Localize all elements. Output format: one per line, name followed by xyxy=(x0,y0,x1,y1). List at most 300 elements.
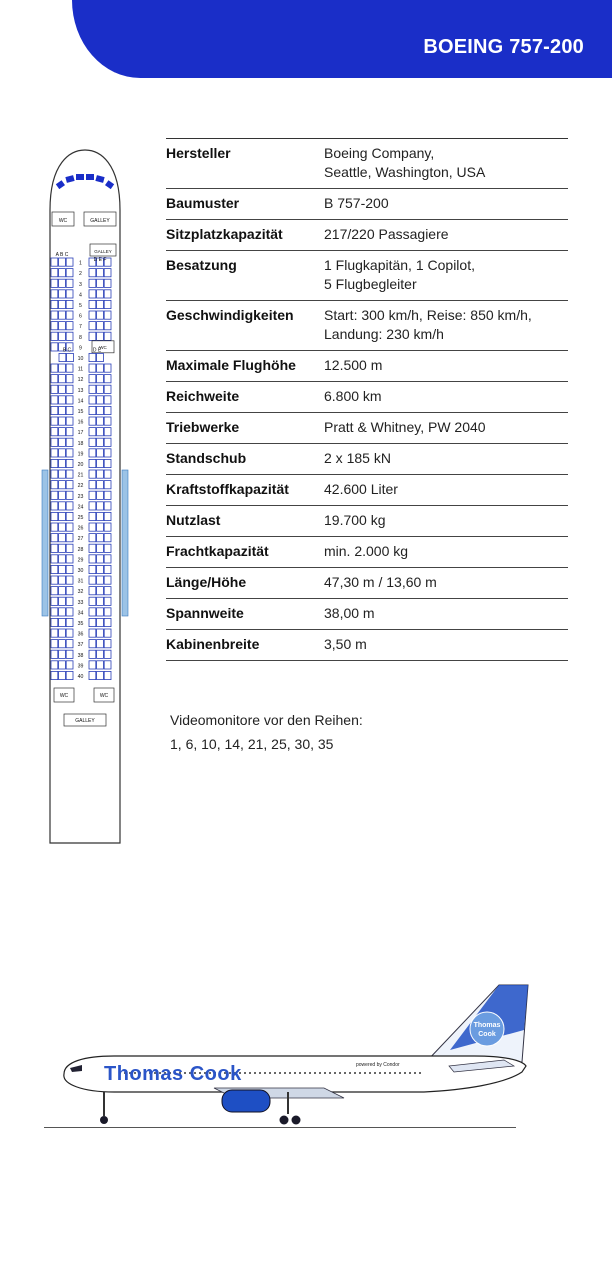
seat[interactable] xyxy=(59,523,66,531)
seat[interactable] xyxy=(59,671,66,679)
seat[interactable] xyxy=(59,481,66,489)
seat[interactable] xyxy=(97,449,104,457)
seat-row xyxy=(51,629,111,638)
seat[interactable] xyxy=(97,428,104,436)
video-monitors-note xyxy=(170,708,363,756)
seat[interactable] xyxy=(59,629,66,637)
seat[interactable] xyxy=(89,300,96,308)
seat[interactable] xyxy=(66,565,73,573)
seat[interactable] xyxy=(66,300,73,308)
seat-row xyxy=(51,290,111,299)
seat[interactable] xyxy=(51,375,58,383)
seat[interactable] xyxy=(89,555,96,563)
seat[interactable] xyxy=(51,385,58,393)
seat[interactable] xyxy=(104,428,111,436)
seat[interactable] xyxy=(97,502,104,510)
tail-logo xyxy=(470,1012,504,1046)
seat[interactable] xyxy=(66,650,73,658)
seat[interactable] xyxy=(51,470,58,478)
seat[interactable] xyxy=(59,459,66,467)
seat-row xyxy=(51,491,111,500)
seat[interactable] xyxy=(66,576,73,584)
seat[interactable] xyxy=(51,618,58,626)
seat[interactable] xyxy=(66,375,73,383)
seat[interactable] xyxy=(59,650,66,658)
seat[interactable] xyxy=(97,300,104,308)
seat[interactable] xyxy=(89,353,96,361)
seat[interactable] xyxy=(97,555,104,563)
seat[interactable] xyxy=(89,311,96,319)
tail-brand-line2: Cook xyxy=(478,1031,496,1038)
seat[interactable] xyxy=(59,502,66,510)
seat[interactable] xyxy=(89,396,96,404)
seat[interactable] xyxy=(51,332,58,340)
seat[interactable] xyxy=(89,428,96,436)
spec-key: Kraftstoffkapazität xyxy=(166,481,289,497)
seat[interactable] xyxy=(67,353,74,361)
seat[interactable] xyxy=(104,481,111,489)
seat[interactable] xyxy=(97,640,104,648)
seat[interactable] xyxy=(97,597,104,605)
seat[interactable] xyxy=(66,311,73,319)
seat-row xyxy=(51,640,111,649)
seat[interactable] xyxy=(89,279,96,287)
seat[interactable] xyxy=(104,587,111,595)
seat-map xyxy=(40,148,130,848)
spec-row xyxy=(166,350,568,381)
seat[interactable] xyxy=(104,375,111,383)
seat[interactable] xyxy=(59,396,66,404)
seat[interactable] xyxy=(66,597,73,605)
seat[interactable] xyxy=(51,650,58,658)
seat[interactable] xyxy=(89,544,96,552)
seat[interactable] xyxy=(51,311,58,319)
wc-label: WC xyxy=(58,218,68,224)
seat[interactable] xyxy=(66,534,73,542)
seat[interactable] xyxy=(66,608,73,616)
row-number: 37 xyxy=(77,642,84,649)
seat[interactable] xyxy=(51,565,58,573)
seat[interactable] xyxy=(59,640,66,648)
seat[interactable] xyxy=(51,343,58,351)
seat[interactable] xyxy=(66,364,73,372)
seat[interactable] xyxy=(59,661,66,669)
seat[interactable] xyxy=(97,491,104,499)
row-number: 25 xyxy=(77,515,84,521)
seat[interactable] xyxy=(89,565,96,573)
wc-label: WC xyxy=(59,693,69,699)
seat[interactable] xyxy=(89,597,96,605)
seat-row xyxy=(51,470,111,479)
seat-letters: D E F xyxy=(93,257,107,263)
seat[interactable] xyxy=(97,322,104,330)
row-number: 3 xyxy=(79,281,82,288)
seat[interactable] xyxy=(51,279,58,287)
spec-row xyxy=(166,567,568,598)
seat[interactable] xyxy=(97,396,104,404)
seat[interactable] xyxy=(104,608,111,616)
seat[interactable] xyxy=(97,512,104,520)
seat[interactable] xyxy=(104,640,111,648)
seat[interactable] xyxy=(59,332,66,340)
seat[interactable] xyxy=(66,555,73,563)
seat[interactable] xyxy=(59,470,66,478)
seat[interactable] xyxy=(89,406,96,414)
seat[interactable] xyxy=(104,629,111,637)
seat[interactable] xyxy=(104,523,111,531)
seat[interactable] xyxy=(89,650,96,658)
seat[interactable] xyxy=(66,544,73,552)
seat[interactable] xyxy=(66,470,73,478)
seat[interactable] xyxy=(59,555,66,563)
seat[interactable] xyxy=(104,459,111,467)
seat[interactable] xyxy=(51,322,58,330)
seat[interactable] xyxy=(104,470,111,478)
spec-key: Kabinenbreite xyxy=(166,636,260,652)
seat[interactable] xyxy=(59,565,66,573)
seat[interactable] xyxy=(59,375,66,383)
seat[interactable] xyxy=(97,353,104,361)
seat[interactable] xyxy=(66,491,73,499)
spec-value: 12.500 m xyxy=(324,357,383,373)
row-number: 32 xyxy=(77,589,84,596)
main-wheel-2 xyxy=(292,1116,301,1125)
seat[interactable] xyxy=(89,438,96,446)
seat[interactable] xyxy=(89,618,96,626)
seat[interactable] xyxy=(59,534,66,542)
seat[interactable] xyxy=(104,332,111,340)
row-number: 40 xyxy=(77,674,84,680)
seat[interactable] xyxy=(51,671,58,679)
seat[interactable] xyxy=(104,438,111,446)
row-number: 11 xyxy=(77,366,84,373)
seat[interactable] xyxy=(59,597,66,605)
seat-row xyxy=(51,544,111,553)
seat[interactable] xyxy=(97,534,104,542)
seat[interactable] xyxy=(66,512,73,520)
seat[interactable] xyxy=(89,608,96,616)
seat[interactable] xyxy=(66,258,73,266)
seat[interactable] xyxy=(59,385,66,393)
seat[interactable] xyxy=(104,502,111,510)
seat[interactable] xyxy=(104,322,111,330)
seat[interactable] xyxy=(97,608,104,616)
row-number: 9 xyxy=(79,345,82,352)
spec-value: 19.700 kg xyxy=(324,512,386,528)
seat[interactable] xyxy=(66,406,73,414)
seat[interactable] xyxy=(97,417,104,425)
seat[interactable] xyxy=(51,512,58,520)
seat[interactable] xyxy=(51,502,58,510)
seat-row xyxy=(51,523,111,532)
seat[interactable] xyxy=(104,597,111,605)
seat[interactable] xyxy=(104,661,111,669)
seat[interactable] xyxy=(59,364,66,372)
spec-value: Start: 300 km/h, Reise: 850 km/h, Landung: 230 km/h xyxy=(324,307,532,342)
spec-key: Maximale Flughöhe xyxy=(166,357,296,373)
seat[interactable] xyxy=(89,576,96,584)
seat[interactable] xyxy=(104,565,111,573)
seat[interactable] xyxy=(89,534,96,542)
seat[interactable] xyxy=(89,459,96,467)
seat[interactable] xyxy=(89,269,96,277)
seat-row xyxy=(51,364,111,373)
spec-value: 3,50 m xyxy=(324,636,367,652)
seat[interactable] xyxy=(59,576,66,584)
seat[interactable] xyxy=(66,459,73,467)
seat[interactable] xyxy=(66,417,73,425)
seat[interactable] xyxy=(104,311,111,319)
seat[interactable] xyxy=(97,481,104,489)
seat-row xyxy=(51,481,111,490)
seat[interactable] xyxy=(51,269,58,277)
seat-letters: B C xyxy=(62,347,72,354)
spec-key: Nutzlast xyxy=(166,512,221,528)
seat[interactable] xyxy=(51,491,58,499)
seat[interactable] xyxy=(66,523,73,531)
seat[interactable] xyxy=(66,279,73,287)
seat[interactable] xyxy=(51,629,58,637)
seat[interactable] xyxy=(104,406,111,414)
seat[interactable] xyxy=(59,279,66,287)
seat[interactable] xyxy=(66,438,73,446)
seat[interactable] xyxy=(59,438,66,446)
seat[interactable] xyxy=(59,608,66,616)
seat[interactable] xyxy=(59,300,66,308)
seat[interactable] xyxy=(97,565,104,573)
seat[interactable] xyxy=(89,512,96,520)
seat[interactable] xyxy=(66,332,73,340)
seat[interactable] xyxy=(51,406,58,414)
seat[interactable] xyxy=(59,618,66,626)
seat[interactable] xyxy=(97,650,104,658)
seat[interactable] xyxy=(97,406,104,414)
seat[interactable] xyxy=(97,544,104,552)
spec-key: Besatzung xyxy=(166,257,237,273)
seat[interactable] xyxy=(51,587,58,595)
seat[interactable] xyxy=(66,640,73,648)
seat-row xyxy=(59,353,103,362)
seat[interactable] xyxy=(97,279,104,287)
spec-row xyxy=(166,300,568,350)
seat[interactable] xyxy=(66,618,73,626)
row-number: 39 xyxy=(77,663,84,670)
seat[interactable] xyxy=(89,470,96,478)
seat[interactable] xyxy=(51,300,58,308)
seat[interactable] xyxy=(51,608,58,616)
spec-value: 47,30 m / 13,60 m xyxy=(324,574,437,590)
seat[interactable] xyxy=(66,290,73,298)
seat[interactable] xyxy=(59,406,66,414)
seat[interactable] xyxy=(51,428,58,436)
seat[interactable] xyxy=(66,396,73,404)
seat[interactable] xyxy=(89,417,96,425)
seat[interactable] xyxy=(66,269,73,277)
row-number: 14 xyxy=(77,398,84,405)
seat[interactable] xyxy=(59,353,66,361)
seat[interactable] xyxy=(89,491,96,499)
seat[interactable] xyxy=(89,671,96,679)
seat[interactable] xyxy=(89,385,96,393)
row-number: 29 xyxy=(77,557,84,564)
seat-row xyxy=(51,661,111,670)
seat[interactable] xyxy=(89,364,96,372)
seat[interactable] xyxy=(66,481,73,489)
seat[interactable] xyxy=(66,629,73,637)
seat[interactable] xyxy=(59,290,66,298)
seat[interactable] xyxy=(97,661,104,669)
seat[interactable] xyxy=(51,438,58,446)
powered-by-label: powered by Condor xyxy=(356,1062,400,1068)
seat[interactable] xyxy=(104,491,111,499)
seat[interactable] xyxy=(104,385,111,393)
seat[interactable] xyxy=(89,375,96,383)
seat[interactable] xyxy=(89,332,96,340)
seat[interactable] xyxy=(97,311,104,319)
seat[interactable] xyxy=(51,640,58,648)
spec-value: min. 2.000 kg xyxy=(324,543,409,559)
seat[interactable] xyxy=(104,396,111,404)
seat-row xyxy=(51,650,111,659)
seat[interactable] xyxy=(59,512,66,520)
seat[interactable] xyxy=(59,258,66,266)
seat[interactable] xyxy=(51,544,58,552)
seat[interactable] xyxy=(97,470,104,478)
seat[interactable] xyxy=(59,544,66,552)
seat[interactable] xyxy=(104,576,111,584)
seat-letters: D E xyxy=(92,347,102,354)
seat[interactable] xyxy=(104,555,111,563)
wing-right xyxy=(122,470,128,616)
spec-value: 42.600 Liter xyxy=(324,481,398,497)
wing-left xyxy=(42,470,48,616)
seat[interactable] xyxy=(66,671,73,679)
seat[interactable] xyxy=(51,481,58,489)
row-number: 17 xyxy=(77,430,84,437)
seat[interactable] xyxy=(97,438,104,446)
seat[interactable] xyxy=(97,576,104,584)
seat[interactable] xyxy=(89,449,96,457)
seat[interactable] xyxy=(89,290,96,298)
seat[interactable] xyxy=(51,364,58,372)
seat[interactable] xyxy=(97,269,104,277)
seat-row xyxy=(51,576,111,585)
seat[interactable] xyxy=(59,322,66,330)
seat[interactable] xyxy=(89,502,96,510)
seat[interactable] xyxy=(89,481,96,489)
galley-label: GALLEY xyxy=(75,718,95,724)
seat[interactable] xyxy=(104,449,111,457)
seat[interactable] xyxy=(66,587,73,595)
seat[interactable] xyxy=(59,311,66,319)
seat[interactable] xyxy=(89,629,96,637)
seat[interactable] xyxy=(51,417,58,425)
seat[interactable] xyxy=(59,587,66,595)
seat[interactable] xyxy=(89,523,96,531)
seat[interactable] xyxy=(59,449,66,457)
spec-key: Hersteller xyxy=(166,145,231,161)
seat[interactable] xyxy=(51,449,58,457)
seat[interactable] xyxy=(51,576,58,584)
seat-row xyxy=(51,597,111,606)
seat[interactable] xyxy=(104,671,111,679)
seat[interactable] xyxy=(59,269,66,277)
seat[interactable] xyxy=(97,629,104,637)
seat[interactable] xyxy=(104,534,111,542)
seat[interactable] xyxy=(104,417,111,425)
row-number: 1 xyxy=(79,260,82,267)
row-number: 27 xyxy=(77,536,84,543)
spec-row xyxy=(166,629,568,661)
spec-row xyxy=(166,219,568,250)
seat[interactable] xyxy=(104,290,111,298)
seat[interactable] xyxy=(51,258,58,266)
seat[interactable] xyxy=(51,459,58,467)
video-monitors-label: Videomonitore vor den Reihen: xyxy=(170,712,363,728)
seat[interactable] xyxy=(97,332,104,340)
seat[interactable] xyxy=(104,650,111,658)
seat[interactable] xyxy=(51,597,58,605)
seat[interactable] xyxy=(104,512,111,520)
seat[interactable] xyxy=(51,661,58,669)
seat[interactable] xyxy=(104,544,111,552)
seat[interactable] xyxy=(97,587,104,595)
seat[interactable] xyxy=(104,364,111,372)
seat-row xyxy=(51,534,111,543)
seat[interactable] xyxy=(66,385,73,393)
seat[interactable] xyxy=(51,523,58,531)
row-number: 36 xyxy=(77,631,84,638)
seat[interactable] xyxy=(97,290,104,298)
seat[interactable] xyxy=(97,671,104,679)
seat[interactable] xyxy=(51,555,58,563)
galley-label: GALLEY xyxy=(94,249,112,254)
seat[interactable] xyxy=(51,396,58,404)
seat[interactable] xyxy=(66,449,73,457)
seat[interactable] xyxy=(66,661,73,669)
nose-wheel xyxy=(100,1116,108,1124)
seat[interactable] xyxy=(104,279,111,287)
seat[interactable] xyxy=(104,269,111,277)
seat[interactable] xyxy=(66,322,73,330)
main-wheel-1 xyxy=(280,1116,289,1125)
seat[interactable] xyxy=(89,322,96,330)
seat[interactable] xyxy=(66,502,73,510)
seat[interactable] xyxy=(59,428,66,436)
seat[interactable] xyxy=(97,618,104,626)
seat[interactable] xyxy=(97,459,104,467)
spec-row xyxy=(166,188,568,219)
seat[interactable] xyxy=(89,587,96,595)
seat[interactable] xyxy=(97,385,104,393)
seat-row xyxy=(51,300,111,309)
seat[interactable] xyxy=(97,375,104,383)
seat[interactable] xyxy=(97,523,104,531)
seat[interactable] xyxy=(51,290,58,298)
seat[interactable] xyxy=(59,417,66,425)
seat[interactable] xyxy=(59,491,66,499)
seat[interactable] xyxy=(89,640,96,648)
seat[interactable] xyxy=(104,618,111,626)
seat[interactable] xyxy=(66,428,73,436)
seat[interactable] xyxy=(89,661,96,669)
row-number: 16 xyxy=(77,419,84,426)
spec-key: Triebwerke xyxy=(166,419,240,435)
seat-row xyxy=(51,428,111,437)
seat[interactable] xyxy=(97,364,104,372)
seat[interactable] xyxy=(104,300,111,308)
seat[interactable] xyxy=(51,534,58,542)
